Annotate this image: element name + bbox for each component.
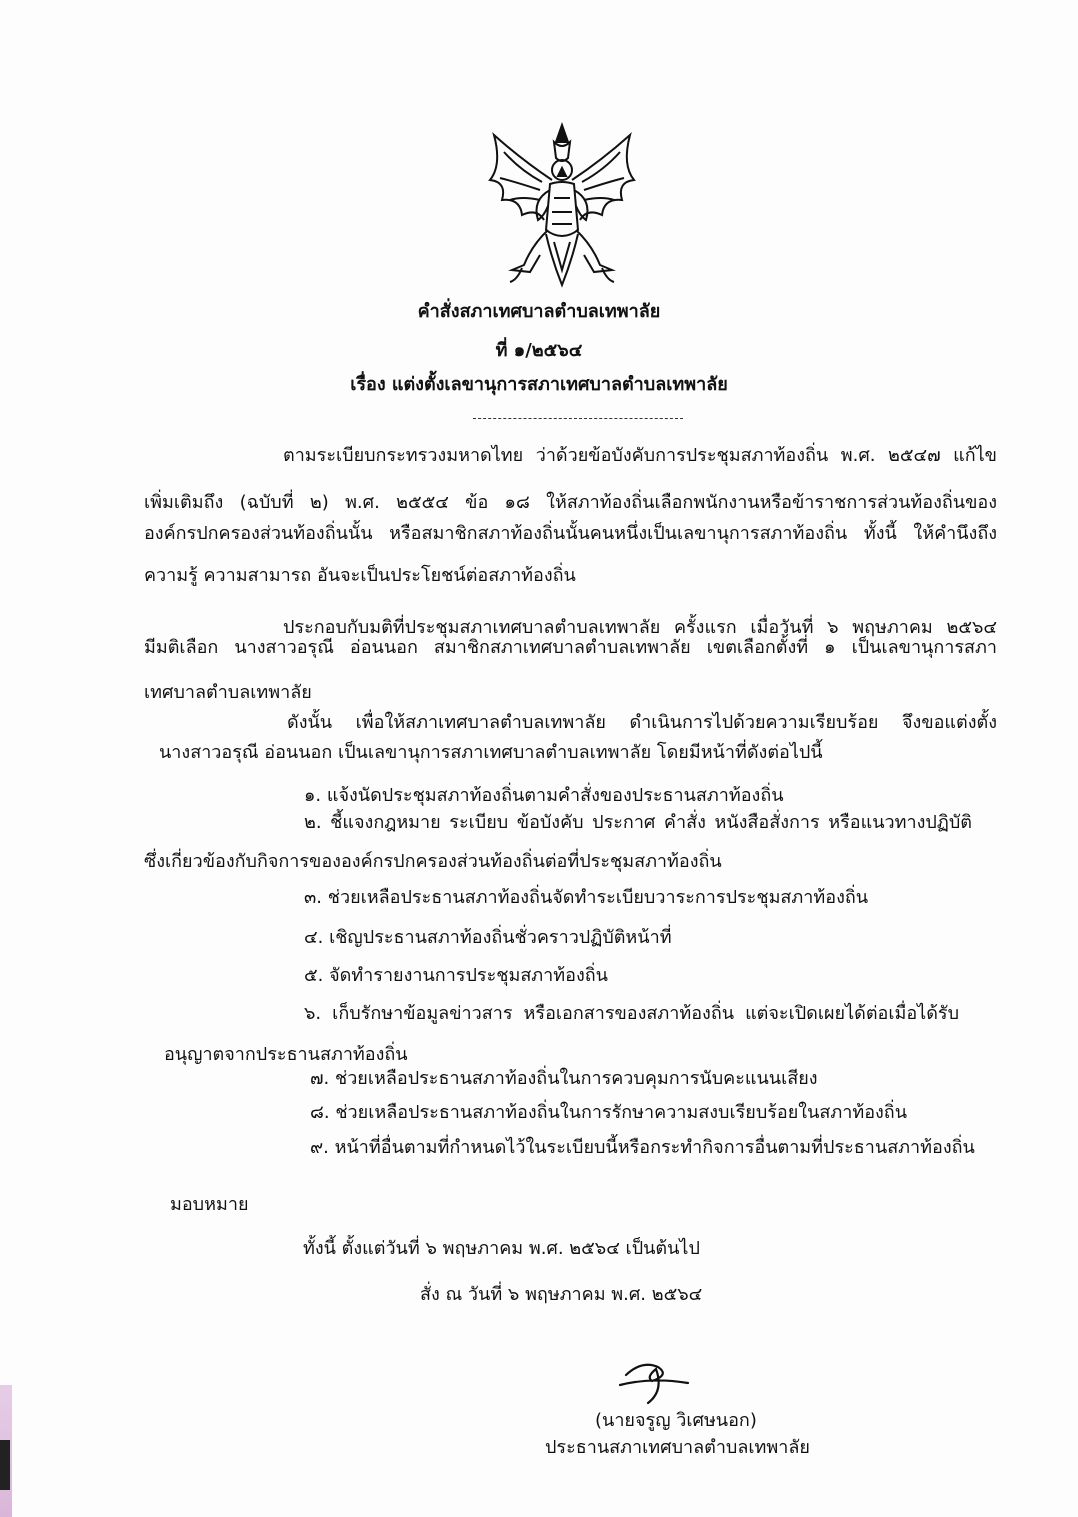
garuda-emblem — [482, 120, 642, 290]
signatory-name: (นายจรูญ วิเศษนอก) — [595, 1410, 757, 1431]
duty-item: ๕. จัดทำรายงานการประชุมสภาท้องถิ่น — [304, 965, 608, 986]
order-title: คำสั่งสภาเทศบาลตำบลเทพาลัย — [417, 301, 661, 322]
duty-item: ๘. ช่วยเหลือประธานสภาท้องถิ่นในการรักษาความสงบเรียบร้อยในสภาท้องถิ่น — [310, 1102, 908, 1123]
paragraph-line: ตามระเบียบกระทรวงมหาดไทย ว่าด้วยข้อบังคับการประชุมสภาท้องถิ่น พ.ศ. ๒๕๔๗ แก้ไข — [283, 445, 997, 466]
paragraph-line: องค์กรปกครองส่วนท้องถิ่นนั้น หรือสมาชิกสภาท้องถิ่นนั้นคนหนึ่งเป็นเลขานุการสภาท้องถิ่น ทั้งนี้ ให้คำนึงถึง — [144, 523, 997, 544]
paragraph-line: นางสาวอรุณี อ่อนนอก เป็นเลขานุการสภาเทศบาลตำบลเทพาลัย โดยมีหน้าที่ดังต่อไปนี้ — [159, 742, 823, 763]
duty-item: ๒. ชี้แจงกฎหมาย ระเบียบ ข้อบังคับ ประกาศ คำสั่ง หนังสือสั่งการ หรือแนวทางปฏิบัติ — [304, 812, 972, 833]
header-divider — [473, 418, 683, 419]
paragraph-line: ประกอบกับมติที่ประชุมสภาเทศบาลตำบลเทพาลัย ครั้งแรก เมื่อวันที่ ๖ พฤษภาคม ๒๕๖๔ — [283, 617, 997, 638]
duty-item: ๙. หน้าที่อื่นตามที่กำหนดไว้ในระเบียบนี้หรือกระทำกิจการอื่นตามที่ประธานสภาท้องถิ่น — [310, 1137, 975, 1158]
duty-item: มอบหมาย — [170, 1194, 249, 1215]
paragraph-line: ความรู้ ความสามารถ อันจะเป็นประโยชน์ต่อสภาท้องถิ่น — [144, 565, 576, 586]
scan-edge-shadow — [0, 1440, 10, 1490]
duty-item: ๓. ช่วยเหลือประธานสภาท้องถิ่นจัดทำระเบียบวาระการประชุมสภาท้องถิ่น — [304, 887, 869, 908]
paragraph-line: เพิ่มเติมถึง (ฉบับที่ ๒) พ.ศ. ๒๕๕๔ ข้อ ๑๘ ให้สภาท้องถิ่นเลือกพนักงานหรือข้าราชการส่วนท้องถิ่นของ — [144, 492, 997, 513]
duty-item: ๖. เก็บรักษาข้อมูลข่าวสาร หรือเอกสารของสภาท้องถิ่น แต่จะเปิดเผยได้ต่อเมื่อได้รับ — [304, 1003, 959, 1024]
signatory-position: ประธานสภาเทศบาลตำบลเทพาลัย — [545, 1437, 810, 1458]
paragraph-line: ดังนั้น เพื่อให้สภาเทศบาลตำบลเทพาลัย ดำเนินการไปด้วยความเรียบร้อย จึงขอแต่งตั้ง — [287, 712, 997, 733]
ordered-date: สั่ง ณ วันที่ ๖ พฤษภาคม พ.ศ. ๒๕๖๔ — [420, 1284, 703, 1305]
order-subject: เรื่อง แต่งตั้งเลขานุการสภาเทศบาลตำบลเทพาลัย — [350, 374, 728, 395]
signature — [612, 1355, 692, 1405]
effective-date: ทั้งนี้ ตั้งแต่วันที่ ๖ พฤษภาคม พ.ศ. ๒๕๖๔ เป็นต้นไป — [303, 1238, 700, 1259]
duty-item: ๑. แจ้งนัดประชุมสภาท้องถิ่นตามคำสั่งของประธานสภาท้องถิ่น — [304, 785, 784, 806]
paragraph-line: มีมติเลือก นางสาวอรุณี อ่อนนอก สมาชิกสภาเทศบาลตำบลเทพาลัย เขตเลือกตั้งที่ ๑ เป็นเลขานุการสภา — [144, 637, 997, 658]
duty-item: อนุญาตจากประธานสภาท้องถิ่น — [164, 1044, 408, 1065]
duty-item: ๗. ช่วยเหลือประธานสภาท้องถิ่นในการควบคุมการนับคะแนนเสียง — [310, 1068, 818, 1089]
duty-item: ๔. เชิญประธานสภาท้องถิ่นชั่วคราวปฏิบัติหน้าที่ — [304, 927, 672, 948]
paragraph-line: เทศบาลตำบลเทพาลัย — [144, 682, 312, 703]
order-number: ที่ ๑/๒๕๖๔ — [495, 340, 583, 361]
duty-item: ซึ่งเกี่ยวข้องกับกิจการขององค์กรปกครองส่วนท้องถิ่นต่อที่ประชุมสภาท้องถิ่น — [144, 851, 722, 872]
